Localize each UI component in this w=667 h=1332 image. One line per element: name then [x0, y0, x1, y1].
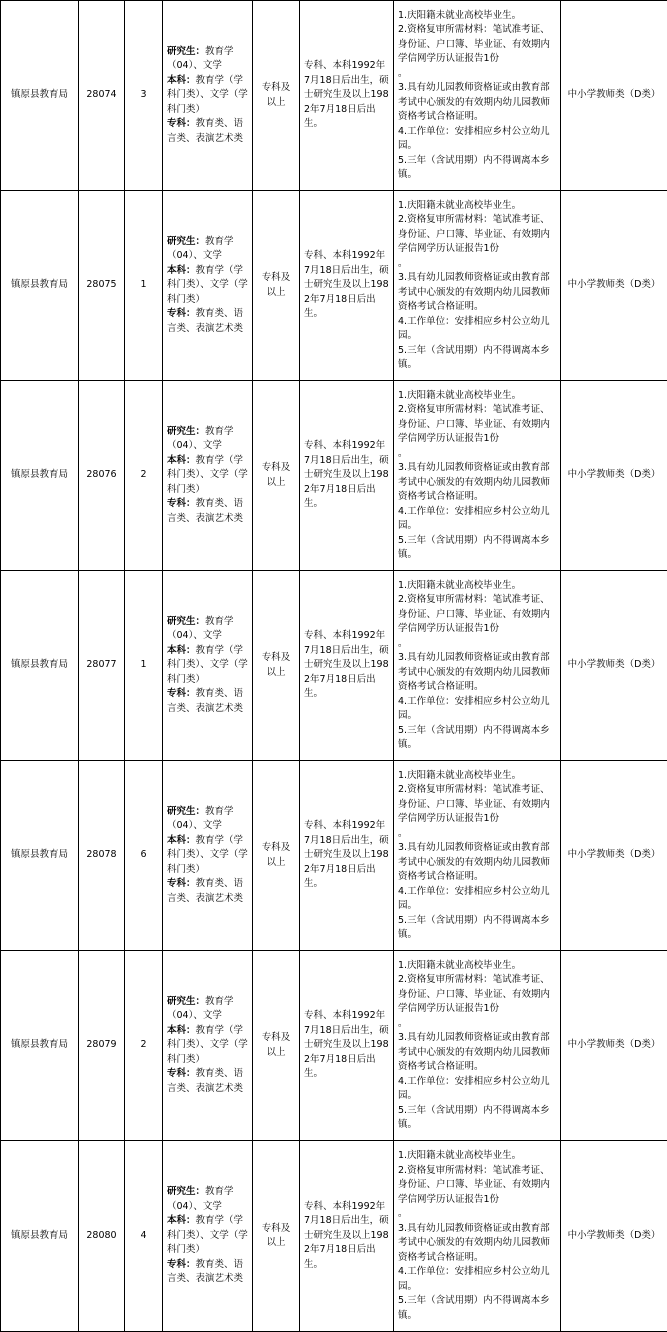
cell-unit: 镇原县教育局 — [1, 571, 79, 761]
education-text: 专科及 — [257, 461, 295, 476]
major-level-label: 本科： — [167, 265, 196, 276]
condition-item: 5.三年（含试用期）内不得调离本乡镇。 — [398, 344, 556, 373]
major-text: 教育学（04）、文学 — [167, 806, 234, 832]
cell-recruit-count: 6 — [125, 761, 163, 951]
condition-item: 5.三年（含试用期）内不得调离本乡镇。 — [398, 914, 556, 943]
education-text: 以上 — [257, 1046, 295, 1061]
table-row — [1, 381, 667, 571]
major-level-label: 专科： — [167, 878, 196, 889]
condition-item: 5.三年（含试用期）内不得调离本乡镇。 — [398, 534, 556, 563]
major-item — [167, 1024, 248, 1068]
major-level-label: 研究生： — [167, 1186, 205, 1197]
cell-major — [163, 381, 253, 571]
condition-item: 2.资格复审所需材料：笔试准考证、身份证、户口簿、毕业证、有效期内学信网学历认证报告1份 — [398, 1164, 556, 1208]
major-text: 教育学（学科门类）、文学（学科门类） — [167, 645, 248, 685]
cell-other-conditions — [394, 1, 561, 191]
condition-item: 4.工作单位：安排相应乡村公立幼儿园。 — [398, 1075, 556, 1104]
education-text: 以上 — [257, 476, 295, 491]
cell-exam-category: 中小学教师类（D类） — [561, 1, 667, 191]
condition-item: 1.庆阳籍未就业高校毕业生。 — [398, 389, 556, 404]
table-row — [1, 571, 667, 761]
major-item — [167, 805, 248, 834]
major-level-label: 研究生： — [167, 236, 205, 247]
condition-item: 2.资格复审所需材料：笔试准考证、身份证、户口簿、毕业证、有效期内学信网学历认证报告1份 — [398, 593, 556, 637]
table-row — [1, 1, 667, 191]
major-text: 教育学（学科门类）、文学（学科门类） — [167, 75, 248, 115]
condition-item: 3.具有幼儿园教师资格证或由教育部考试中心颁发的有效期内幼儿园教师资格考试合格证明。 — [398, 1031, 556, 1075]
cell-other-conditions — [394, 191, 561, 381]
cell-position-code: 28076 — [79, 381, 125, 571]
cell-other-conditions — [394, 1141, 561, 1332]
major-item — [167, 117, 248, 146]
cell-major — [163, 571, 253, 761]
condition-item: 5.三年（含试用期）内不得调离本乡镇。 — [398, 154, 556, 183]
major-text: 教育学（04）、文学 — [167, 46, 234, 72]
major-item — [167, 497, 248, 526]
major-text: 教育学（学科门类）、文学（学科门类） — [167, 455, 248, 495]
major-item — [167, 615, 248, 644]
cell-age-requirement: 专科、本科1992年7月18日后出生，硕士研究生及以上1982年7月18日后出生。 — [300, 381, 394, 571]
condition-item: 1.庆阳籍未就业高校毕业生。 — [398, 579, 556, 594]
major-text: 教育学（04）、文学 — [167, 996, 234, 1022]
condition-item: 。 — [398, 67, 556, 82]
cell-education — [253, 381, 300, 571]
cell-education — [253, 761, 300, 951]
cell-unit: 镇原县教育局 — [1, 761, 79, 951]
cell-recruit-count: 2 — [125, 381, 163, 571]
cell-exam-category: 中小学教师类（D类） — [561, 191, 667, 381]
condition-item: 3.具有幼儿园教师资格证或由教育部考试中心颁发的有效期内幼儿园教师资格考试合格证明。 — [398, 461, 556, 505]
major-level-label: 研究生： — [167, 996, 205, 1007]
education-text: 专科及 — [257, 81, 295, 96]
major-item — [167, 1258, 248, 1287]
education-text: 以上 — [257, 666, 295, 681]
condition-item: 。 — [398, 447, 556, 462]
education-text: 专科及 — [257, 1031, 295, 1046]
major-text: 教育类、语言类、表演艺术类 — [167, 878, 243, 904]
cell-position-code: 28080 — [79, 1141, 125, 1332]
major-item — [167, 235, 248, 264]
cell-age-requirement: 专科、本科1992年7月18日后出生，硕士研究生及以上1982年7月18日后出生。 — [300, 951, 394, 1141]
cell-education — [253, 951, 300, 1141]
cell-exam-category: 中小学教师类（D类） — [561, 1141, 667, 1332]
cell-age-requirement: 专科、本科1992年7月18日后出生，硕士研究生及以上1982年7月18日后出生。 — [300, 761, 394, 951]
cell-major — [163, 951, 253, 1141]
major-level-label: 专科： — [167, 118, 196, 129]
condition-item: 。 — [398, 1017, 556, 1032]
cell-recruit-count: 3 — [125, 1, 163, 191]
cell-position-code: 28075 — [79, 191, 125, 381]
major-level-label: 本科： — [167, 645, 196, 656]
condition-item: 。 — [398, 827, 556, 842]
major-text: 教育类、语言类、表演艺术类 — [167, 498, 243, 524]
major-level-label: 专科： — [167, 308, 196, 319]
education-text: 专科及 — [257, 1222, 295, 1237]
table-body — [1, 1, 667, 1332]
condition-item: 1.庆阳籍未就业高校毕业生。 — [398, 769, 556, 784]
cell-position-code: 28079 — [79, 951, 125, 1141]
major-level-label: 研究生： — [167, 46, 205, 57]
cell-position-code: 28077 — [79, 571, 125, 761]
cell-age-requirement: 专科、本科1992年7月18日后出生，硕士研究生及以上1982年7月18日后出生。 — [300, 1141, 394, 1332]
table-row — [1, 761, 667, 951]
major-text: 教育类、语言类、表演艺术类 — [167, 118, 243, 144]
major-text: 教育类、语言类、表演艺术类 — [167, 308, 243, 334]
major-item — [167, 995, 248, 1024]
major-item — [167, 74, 248, 118]
cell-unit: 镇原县教育局 — [1, 191, 79, 381]
cell-age-requirement: 专科、本科1992年7月18日后出生，硕士研究生及以上1982年7月18日后出生。 — [300, 571, 394, 761]
education-text: 以上 — [257, 1236, 295, 1251]
condition-item: 4.工作单位：安排相应乡村公立幼儿园。 — [398, 505, 556, 534]
cell-major — [163, 191, 253, 381]
condition-item: 2.资格复审所需材料：笔试准考证、身份证、户口簿、毕业证、有效期内学信网学历认证报告1份 — [398, 973, 556, 1017]
major-text: 教育学（学科门类）、文学（学科门类） — [167, 1025, 248, 1065]
table-row — [1, 191, 667, 381]
education-text: 专科及 — [257, 271, 295, 286]
condition-item: 3.具有幼儿园教师资格证或由教育部考试中心颁发的有效期内幼儿园教师资格考试合格证明。 — [398, 841, 556, 885]
major-level-label: 专科： — [167, 1259, 196, 1270]
major-level-label: 本科： — [167, 1215, 196, 1226]
major-item — [167, 307, 248, 336]
cell-age-requirement: 专科、本科1992年7月18日后出生，硕士研究生及以上1982年7月18日后出生。 — [300, 191, 394, 381]
major-text: 教育类、语言类、表演艺术类 — [167, 688, 243, 714]
major-level-label: 本科： — [167, 835, 196, 846]
cell-recruit-count: 1 — [125, 191, 163, 381]
condition-item: 1.庆阳籍未就业高校毕业生。 — [398, 9, 556, 24]
major-level-label: 本科： — [167, 75, 196, 86]
cell-unit: 镇原县教育局 — [1, 1, 79, 191]
condition-item: 2.资格复审所需材料：笔试准考证、身份证、户口簿、毕业证、有效期内学信网学历认证报告1份 — [398, 403, 556, 447]
cell-education — [253, 1141, 300, 1332]
major-item — [167, 1185, 248, 1214]
condition-item: 4.工作单位：安排相应乡村公立幼儿园。 — [398, 1265, 556, 1294]
cell-position-code: 28078 — [79, 761, 125, 951]
table-row — [1, 1141, 667, 1332]
condition-item: 4.工作单位：安排相应乡村公立幼儿园。 — [398, 885, 556, 914]
education-text: 专科及 — [257, 651, 295, 666]
major-level-label: 本科： — [167, 455, 196, 466]
cell-other-conditions — [394, 571, 561, 761]
major-level-label: 研究生： — [167, 426, 205, 437]
condition-item: 3.具有幼儿园教师资格证或由教育部考试中心颁发的有效期内幼儿园教师资格考试合格证明。 — [398, 81, 556, 125]
cell-other-conditions — [394, 381, 561, 571]
cell-exam-category: 中小学教师类（D类） — [561, 381, 667, 571]
major-text: 教育类、语言类、表演艺术类 — [167, 1259, 243, 1285]
major-item — [167, 834, 248, 878]
condition-item: 5.三年（含试用期）内不得调离本乡镇。 — [398, 1294, 556, 1323]
major-level-label: 专科： — [167, 688, 196, 699]
major-text: 教育类、语言类、表演艺术类 — [167, 1068, 243, 1094]
condition-item: 3.具有幼儿园教师资格证或由教育部考试中心颁发的有效期内幼儿园教师资格考试合格证明。 — [398, 651, 556, 695]
condition-item: 3.具有幼儿园教师资格证或由教育部考试中心颁发的有效期内幼儿园教师资格考试合格证明。 — [398, 1222, 556, 1266]
condition-item: 5.三年（含试用期）内不得调离本乡镇。 — [398, 724, 556, 753]
major-level-label: 本科： — [167, 1025, 196, 1036]
condition-item: 4.工作单位：安排相应乡村公立幼儿园。 — [398, 315, 556, 344]
condition-item: 1.庆阳籍未就业高校毕业生。 — [398, 1149, 556, 1164]
table-row — [1, 951, 667, 1141]
condition-item: 4.工作单位：安排相应乡村公立幼儿园。 — [398, 695, 556, 724]
cell-major — [163, 1, 253, 191]
cell-position-code: 28074 — [79, 1, 125, 191]
cell-exam-category: 中小学教师类（D类） — [561, 571, 667, 761]
major-text: 教育学（学科门类）、文学（学科门类） — [167, 265, 248, 305]
major-item — [167, 425, 248, 454]
major-text: 教育学（04）、文学 — [167, 426, 234, 452]
cell-education — [253, 191, 300, 381]
cell-education — [253, 1, 300, 191]
major-item — [167, 644, 248, 688]
major-item — [167, 454, 248, 498]
cell-exam-category: 中小学教师类（D类） — [561, 951, 667, 1141]
cell-other-conditions — [394, 951, 561, 1141]
condition-item: 3.具有幼儿园教师资格证或由教育部考试中心颁发的有效期内幼儿园教师资格考试合格证明。 — [398, 271, 556, 315]
cell-major — [163, 1141, 253, 1332]
major-level-label: 研究生： — [167, 806, 205, 817]
major-text: 教育学（学科门类）、文学（学科门类） — [167, 835, 248, 875]
major-item — [167, 1214, 248, 1258]
education-text: 专科及 — [257, 841, 295, 856]
cell-age-requirement: 专科、本科1992年7月18日后出生，硕士研究生及以上1982年7月18日后出生。 — [300, 1, 394, 191]
condition-item: 。 — [398, 257, 556, 272]
major-item — [167, 1067, 248, 1096]
major-text: 教育学（04）、文学 — [167, 1186, 234, 1212]
condition-item: 2.资格复审所需材料：笔试准考证、身份证、户口簿、毕业证、有效期内学信网学历认证报告1份 — [398, 783, 556, 827]
cell-unit: 镇原县教育局 — [1, 381, 79, 571]
condition-item: 2.资格复审所需材料：笔试准考证、身份证、户口簿、毕业证、有效期内学信网学历认证报告1份 — [398, 23, 556, 67]
cell-exam-category: 中小学教师类（D类） — [561, 761, 667, 951]
major-level-label: 研究生： — [167, 616, 205, 627]
cell-recruit-count: 1 — [125, 571, 163, 761]
condition-item: 2.资格复审所需材料：笔试准考证、身份证、户口簿、毕业证、有效期内学信网学历认证报告1份 — [398, 213, 556, 257]
condition-item: 4.工作单位：安排相应乡村公立幼儿园。 — [398, 125, 556, 154]
major-item — [167, 877, 248, 906]
major-item — [167, 687, 248, 716]
condition-item: 。 — [398, 637, 556, 652]
condition-item: 1.庆阳籍未就业高校毕业生。 — [398, 959, 556, 974]
condition-item: 5.三年（含试用期）内不得调离本乡镇。 — [398, 1104, 556, 1133]
cell-other-conditions — [394, 761, 561, 951]
education-text: 以上 — [257, 286, 295, 301]
major-level-label: 专科： — [167, 1068, 196, 1079]
major-text: 教育学（学科门类）、文学（学科门类） — [167, 1215, 248, 1255]
cell-unit: 镇原县教育局 — [1, 1141, 79, 1332]
condition-item: 。 — [398, 1207, 556, 1222]
major-text: 教育学（04）、文学 — [167, 616, 234, 642]
major-item — [167, 264, 248, 308]
cell-education — [253, 571, 300, 761]
major-item — [167, 45, 248, 74]
cell-major — [163, 761, 253, 951]
education-text: 以上 — [257, 856, 295, 871]
cell-unit: 镇原县教育局 — [1, 951, 79, 1141]
condition-item: 1.庆阳籍未就业高校毕业生。 — [398, 199, 556, 214]
cell-recruit-count: 2 — [125, 951, 163, 1141]
cell-recruit-count: 4 — [125, 1141, 163, 1332]
education-text: 以上 — [257, 96, 295, 111]
major-text: 教育学（04）、文学 — [167, 236, 234, 262]
major-level-label: 专科： — [167, 498, 196, 509]
